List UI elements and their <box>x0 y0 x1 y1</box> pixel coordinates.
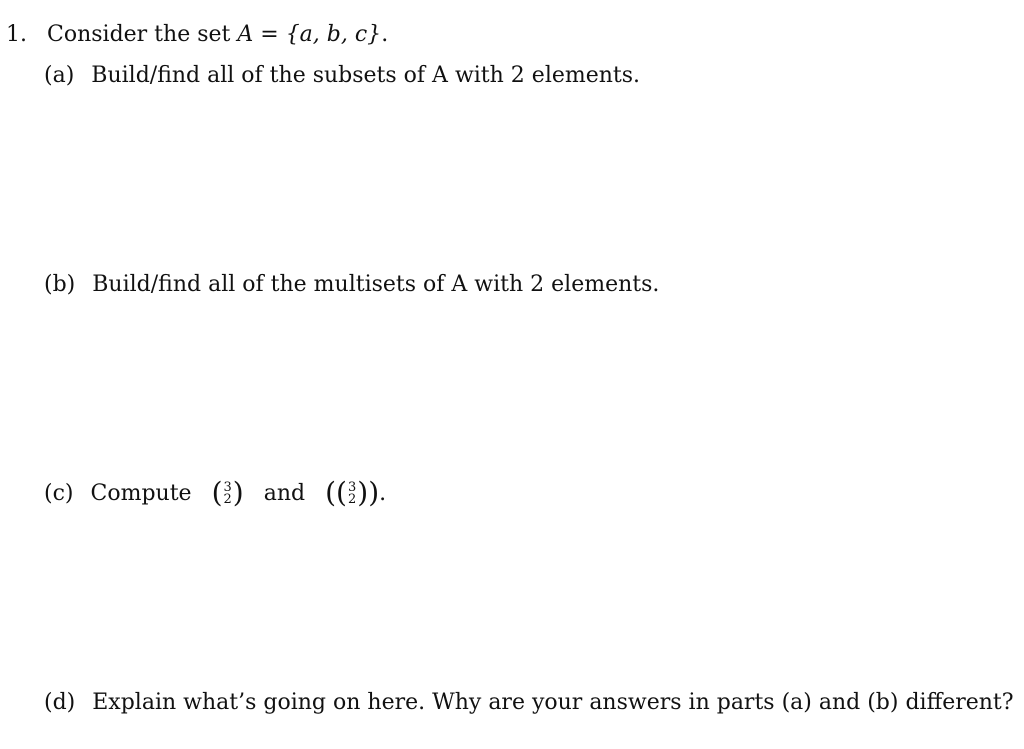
mbinom-outer-left-paren: ( <box>325 476 337 509</box>
binom-top: 3 <box>223 480 232 495</box>
binom-right-paren: ) <box>232 476 244 509</box>
problem-end-punct: . <box>381 22 389 47</box>
mbinom-inner-left-paren: ( <box>336 476 347 509</box>
multiset-coefficient <box>325 476 380 509</box>
part-c-label: (c) <box>44 481 74 506</box>
set-contents: {a, b, c} <box>285 22 382 47</box>
problem-statement <box>6 18 388 52</box>
binom-bottom: 2 <box>223 492 232 507</box>
part-d-label: (d) <box>44 690 76 715</box>
part-b <box>44 268 659 302</box>
binom-left-paren: ( <box>211 476 223 509</box>
part-a <box>44 59 640 93</box>
problem-intro: Consider the set <box>47 22 231 47</box>
mbinom-outer-right-paren: ) <box>368 476 380 509</box>
binom-stack <box>224 482 232 506</box>
part-d-text: Explain what’s going on here. Why are your answers in parts (a) and (b) different? <box>92 690 1014 715</box>
part-c-and: and <box>263 481 306 506</box>
mbinom-stack <box>348 482 356 506</box>
part-c-compute: Compute <box>90 481 192 506</box>
part-b-label: (b) <box>44 272 76 297</box>
part-a-label: (a) <box>44 63 75 88</box>
equals-sign: = <box>260 22 279 47</box>
mbinom-top: 3 <box>347 480 357 495</box>
mbinom-bottom: 2 <box>347 492 357 507</box>
binomial-coefficient <box>211 476 244 509</box>
part-c <box>44 477 386 511</box>
mbinom-inner-right-paren: ) <box>357 476 369 509</box>
part-a-text: Build/find all of the subsets of A with 2 elements. <box>91 63 641 88</box>
part-c-end-punct: . <box>379 481 387 506</box>
part-d <box>44 686 1014 720</box>
part-b-text: Build/find all of the multisets of A with 2 elements. <box>92 272 660 297</box>
set-symbol: A <box>237 22 254 47</box>
problem-number: 1. <box>6 22 27 47</box>
